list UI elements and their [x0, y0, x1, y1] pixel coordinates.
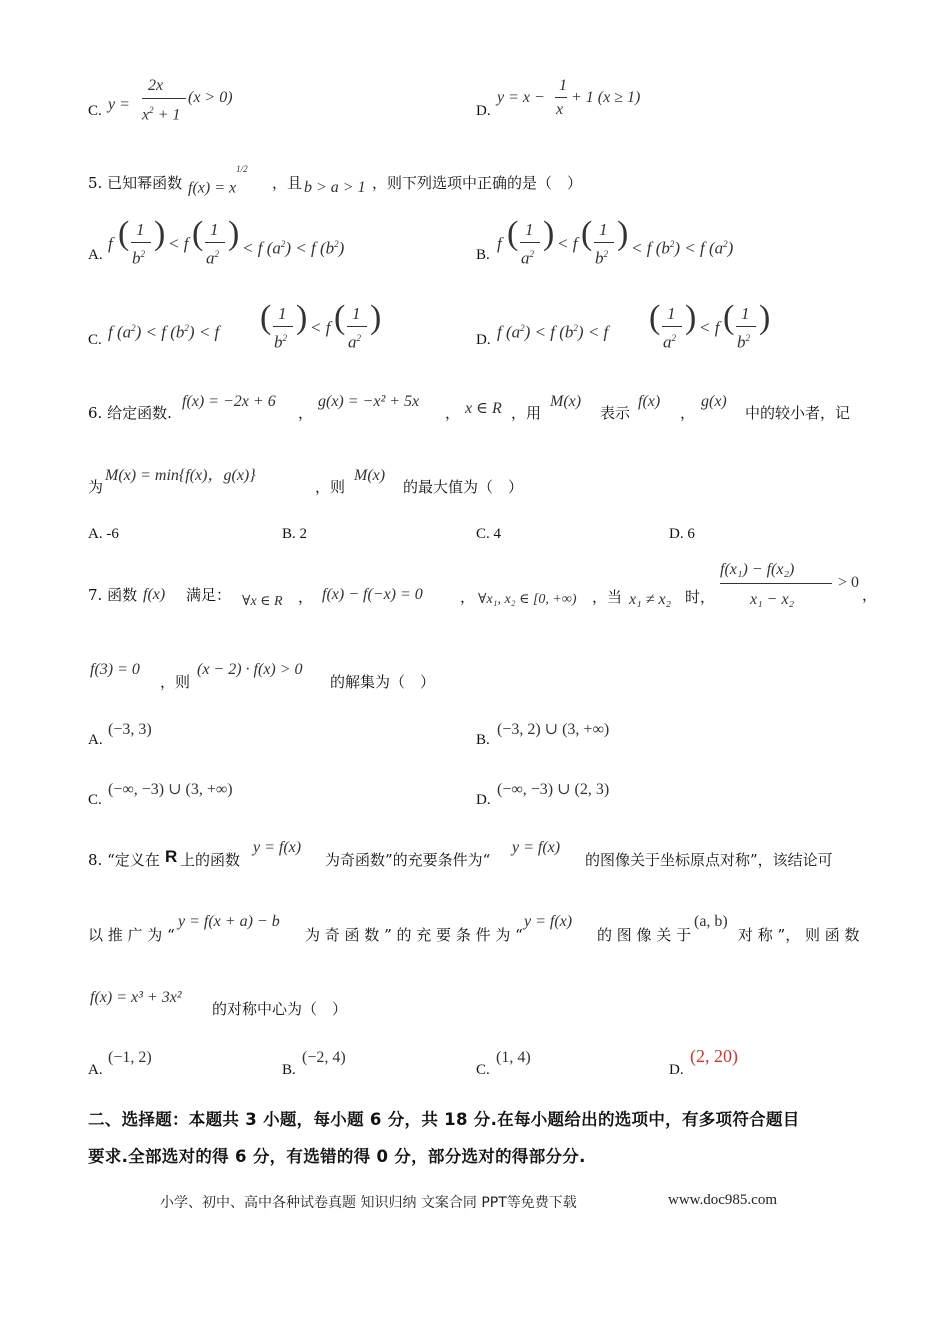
q8-function: f(x) = x³ + 3x²: [90, 989, 182, 1006]
q7-option-d-expr: (−∞, −3) ∪ (2, 3): [497, 781, 610, 798]
q7-option-c-label: C.: [88, 792, 102, 808]
q4-option-c-label: C.: [88, 103, 102, 119]
q7-prefix: 7. 函数: [88, 586, 138, 604]
q5-option-c-expr: f $(a^2) < f$ $(b^2) < f$ ( 1 $b^2$ ) < f ( 1 $a^2$ ): [108, 299, 382, 352]
q6-option-a: A. -6: [88, 526, 119, 542]
q7-fraction: [720, 560, 860, 620]
q8-l2b: 为 奇 函 数 ” 的 充 要 条 件 为 “: [305, 926, 523, 944]
q8-option-c-expr: (1, 4): [496, 1049, 531, 1066]
q7-comma1: ，: [298, 588, 314, 606]
q6-M-definition: M(x) = min{f(x)，g(x)}: [105, 467, 256, 484]
q7-when: ，当: [592, 588, 623, 606]
q6-show: 表示: [600, 404, 631, 422]
q5-condition: b > a > 1: [304, 179, 366, 196]
q7-then: ，则: [160, 673, 191, 691]
q6-comma3: ，: [680, 404, 696, 422]
q7-frac-numerator: f(x₁) − f(x₂): [720, 561, 795, 578]
q6-use: ，用: [511, 404, 542, 422]
q5-option-d-label: D.: [476, 332, 491, 348]
q6-comma1: ，: [298, 404, 314, 422]
q8-yfx1: y = f(x): [253, 839, 302, 856]
section2-heading-line2: 要求.全部选对的得 6 分，有选错的得 0 分，部分选对的得部分分.: [88, 1147, 586, 1166]
q6-ask: 的最大值为（ ）: [403, 478, 524, 496]
q8-l2d: 对 称 ”， 则 函 数: [738, 926, 860, 944]
q6-comma2: ，: [445, 404, 461, 422]
q5-stem-prefix: 5. 已知幂函数: [88, 174, 183, 192]
q7-option-b-expr: (−3, 2) ∪ (3, +∞): [497, 721, 610, 738]
q7-comma2: ，: [460, 588, 476, 606]
q7-ask: 的解集为（ ）: [330, 673, 436, 691]
q7-comma3: ，: [862, 586, 878, 604]
q7-time: 时，: [685, 588, 716, 606]
q6-option-c: C. 4: [476, 526, 502, 542]
q8-option-d-expr: (2, 20): [690, 1046, 738, 1066]
q6-domain: x ∈ R: [465, 400, 502, 417]
q6-option-d: D. 6: [669, 526, 695, 542]
q7-frac-denominator: x₁ − x₂: [750, 591, 795, 608]
q7-even-condition: f(x) − f(−x) = 0: [322, 586, 423, 603]
q7-f3: f(3) = 0: [90, 661, 140, 678]
q8-option-a-expr: (−1, 2): [108, 1049, 152, 1066]
q6-M2: M(x): [354, 467, 386, 484]
q7-fx: f(x): [143, 586, 166, 603]
q5-option-b-expr: f ( 1 $a^2$ ) < f ( 1 $b^2$ ) < f $(b^2) < f$ $(a^2)$: [497, 215, 734, 268]
q8-option-a-label: A.: [88, 1062, 103, 1078]
q5-stem-mid: ，且: [272, 174, 303, 192]
q8-option-b-expr: (−2, 4): [302, 1049, 346, 1066]
q7-forall2: ∀x₁, x₂ ∈ [0, +∞): [478, 592, 577, 607]
q8-yfx2: y = f(x): [512, 839, 561, 856]
q7-option-c-expr: (−∞, −3) ∪ (3, +∞): [108, 781, 233, 798]
q6-prefix: 6. 给定函数.: [88, 404, 172, 422]
q5-option-d-expr: f $(a^2) < f$ $(b^2) < f$ ( 1 $a^2$ ) < f ( 1 $b^2$ ): [497, 299, 771, 352]
q8-option-c-label: C.: [476, 1062, 490, 1078]
q7-option-a-label: A.: [88, 732, 103, 748]
q7-option-d-label: D.: [476, 792, 491, 808]
q5-option-a-label: A.: [88, 247, 103, 263]
footer-text: 小学、初中、高中各种试卷真题 知识归纳 文案合同 PPT等免费下载: [160, 1195, 577, 1211]
q5-function: $f(x) = x^{1/2}$: [188, 164, 248, 197]
q7-frac-gt: > 0: [838, 574, 860, 591]
q6-tail: 中的较小者，记: [745, 404, 851, 422]
q6-g-def: g(x) = −x² + 5x: [318, 393, 420, 410]
footer-url[interactable]: www.doc985.com: [668, 1192, 778, 1208]
q7-satisfies: 满足：: [186, 586, 232, 604]
q6-fx: f(x): [638, 393, 661, 410]
q7-option-b-label: B.: [476, 732, 490, 748]
q5-option-a-expr: f ( 1 $b^2$ ) < f ( 1 $a^2$ ) < f $(a^2) < f$ $(b^2)$: [108, 215, 345, 268]
q6-M: M(x): [550, 393, 582, 410]
q7-inequality: (x − 2) · f(x) > 0: [197, 661, 303, 678]
q7-neq: x₁ ≠ x₂: [629, 591, 672, 608]
q5-stem-suffix: ，则下列选项中正确的是（ ）: [372, 174, 583, 192]
q8-R: R: [165, 847, 178, 866]
q8-l1c: 为奇函数”的充要条件为“: [325, 851, 491, 869]
q8-ab: (a, b): [694, 913, 728, 930]
q8-l2a: 以 推 广 为 “: [88, 926, 175, 944]
q6-gx: g(x): [701, 393, 727, 410]
q6-f-def: f(x) = −2x + 6: [182, 393, 276, 410]
q6-then: ，则: [315, 478, 346, 496]
q4-option-d-label: D.: [476, 103, 491, 119]
q8-shift-func: y = f(x + a) − b: [178, 913, 280, 930]
q6-line2-prefix: 为: [88, 478, 104, 496]
q8-ask: 的对称中心为（ ）: [212, 1000, 348, 1018]
q8-l1a: 8. “定义在: [88, 851, 160, 869]
q5-option-b-label: B.: [476, 247, 490, 263]
q7-option-a-expr: (−3, 3): [108, 721, 152, 738]
q8-l1d: 的图像关于坐标原点对称”，该结论可: [585, 851, 833, 869]
q8-l2c: 的 图 像 关 于: [597, 926, 692, 944]
q8-l1b: 上的函数: [180, 851, 241, 869]
q6-option-b: B. 2: [282, 526, 308, 542]
q5-option-c-label: C.: [88, 332, 102, 348]
q8-yfx3: y = f(x): [524, 913, 573, 930]
q7-forall: ∀x ∈ R: [242, 594, 283, 609]
q8-option-d-label: D.: [669, 1062, 684, 1078]
section2-heading-line1: 二、选择题：本题共 3 小题，每小题 6 分，共 18 分.在每小题给出的选项中，有多项符合题目: [88, 1110, 800, 1129]
q8-option-b-label: B.: [282, 1062, 296, 1078]
